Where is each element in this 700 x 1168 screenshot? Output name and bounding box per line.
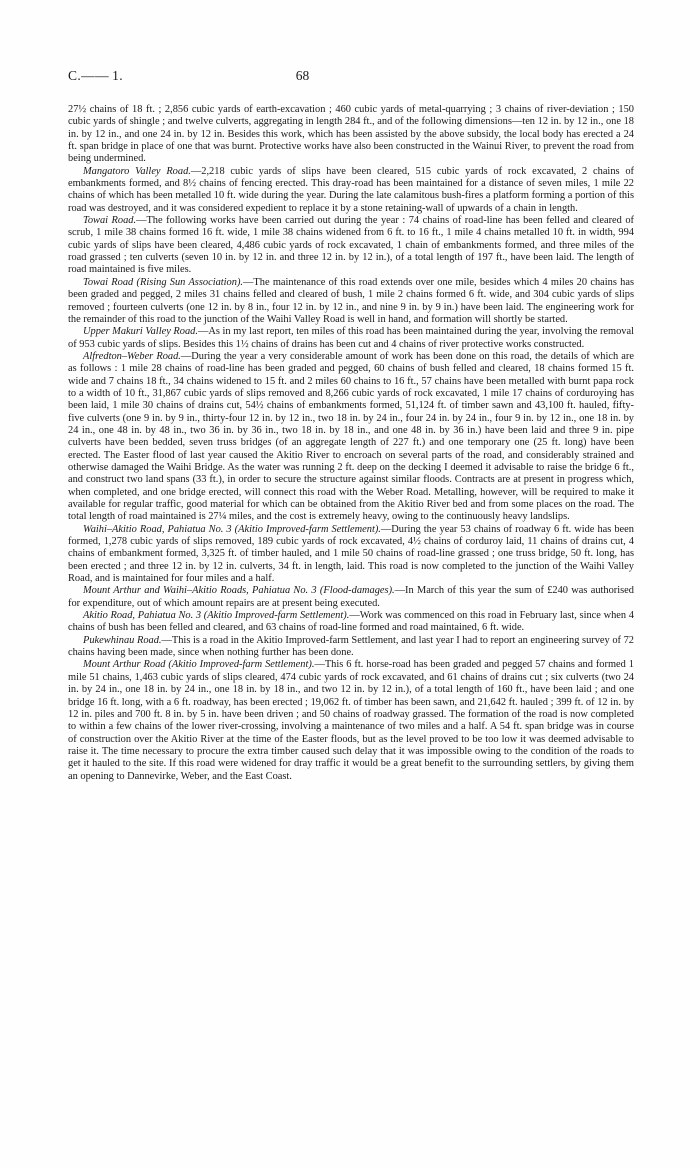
document-body	[68, 104, 634, 783]
paragraph-text: —Work was commenced on this road in February last, since when 4 chains of bush has been felled and cleared, and 63 chains of road-line formed and road maintained, 6 ft. wide.	[68, 610, 634, 634]
paragraph-akitio-road	[68, 610, 634, 635]
paragraph-title: Mangatoro Valley Road.	[83, 165, 191, 177]
paragraph-title: Towai Road.	[83, 215, 137, 227]
paragraph-alfredton-weber-road	[68, 351, 634, 524]
paragraph-text: —The following works have been carried out during the year : 74 chains of road-line has been felled and cleared of scrub, 1 mile 38 chains formed 16 ft. wide, 1 mile 38 chains widened from 6 ft. to 16 ft., 1 mile 4 chains metalled 10 ft. in width, 994 cubic yards of slips have been cleared, 4,486 cubic yards of rock excavated, 1 chain of embankments formed, and three miles of the road grassed ; ten culverts (seven 10 in. by 12 in. and three 12 in. by 12 in.), of a total length of 197 ft., have been laid. The length of road maintained is five miles.	[68, 215, 634, 276]
paragraph-waihi-akitio-road	[68, 524, 634, 586]
paragraph-text: —This is a road in the Akitio Improved-farm Settlement, and last year I had to report an engineering survey of 72 chains having been made, since when nothing further has been done.	[68, 634, 634, 659]
paragraph-mount-arthur-waihi-akitio-roads	[68, 585, 634, 610]
paragraph-wainui-continued	[68, 104, 634, 166]
paragraph-towai-road-rising-sun	[68, 277, 634, 326]
paragraph-text: —This 6 ft. horse-road has been graded and pegged 57 chains and formed 1 mile 51 chains, 1,463 cubic yards of slips cleared, 474 cubic yards of rock excavated, and 61 chains of drains cut ; six culverts (two 24 in. by 24 in., one 18 in. by 24 in., one 18 in. by 18 in., and two 12 in. by 12 in.), of a total length of 160 ft., have been laid ; and one bridge 16 ft. long, with a 6 ft. roadway, has been erected ; 19,062 ft. of timber has been sawn, and 21,642 ft. hauled ; 399 ft. of 12 in. by 12 in. piles and 700 ft. 8 in. by 5 in. have been driven ; and 50 chains of roadway grassed. The formation of the road is now completed to within a few chains of the lower river-crossing, involving a maintenance of two miles and a half. A 54 ft. span bridge was in course of construction over the Akitio River at the time of the Easter floods, but as the level proved to be too low it was deemed advisable to raise it. The time necessary to procure the extra timber caused such delay that it was impossible owing to the condition of the roads to get it hauled to the site. If this road were widened for dray traffic it would be a great benefit to the surrounding settlers, by giving them an opening to Dannevirke, Weber, and the East Coast.	[68, 659, 634, 782]
paragraph-text: —2,218 cubic yards of slips have been cleared, 515 cubic yards of rock excavated, 2 chains of embankments formed, and 8½ chains of fencing erected. This dray-road has been maintained for a distance of seven miles, 1 mile 22 chains of which has been metalled 10 ft. wide during the year. During the late calamitous bush-fires a platform forming a portion of this road was destroyed, and it was considered expedient to replace it by a stone retaining-wall of upwards of a chain in length.	[68, 165, 634, 214]
paragraph-mount-arthur-road	[68, 659, 634, 782]
paragraph-title: Pukewhinau Road.	[83, 634, 162, 646]
paragraph-title: Mount Arthur Road (Akitio Improved-farm Settlement).	[83, 659, 315, 671]
paragraph-upper-makuri-valley-road	[68, 326, 634, 351]
page-number: 68	[295, 68, 310, 83]
page-header	[68, 68, 632, 84]
paragraph-pukewhinau-road	[68, 635, 634, 660]
paragraph-text: —During the year a very considerable amount of work has been done on this road, the details of which are as follows : 1 mile 28 chains of road-line has been graded and pegged, 60 chains of bush felled and cleared, 18 chains formed 15 ft. wide and 7 chains 18 ft., 34 chains widened to 15 ft. and 2 miles 60 chains to 16 ft., 57 chains have been metalled with burnt papa rock to a width of 10 ft., 31,867 cubic yards of slips removed and 8,266 cubic yards of rock excavated, 1 mile 17 chains of corduroying has been laid, 1 mile 30 chains of drains cut, 54½ chains of embankments formed, 51,124 ft. of timber sawn and 43,100 ft. hauled, fifty-five culverts (one 9 in. by 9 in., thirty-four 12 in. by 12 in., two 18 in. by 24 in., four 24 in. by 24 in., four 9 in. by 12 in., one 18 in. by 24 in., one 48 in. by 48 in., two 36 in. by 36 in., two 18 in. by 18 in., and one 48 in. by 36 in.) have been laid and three 9 in. pipe culverts have been bedded, seven truss bridges (of an aggregate length of 227 ft.) and one temporary one (25 ft. long) have been erected. The Easter flood of last year caused the Akitio River to encroach on several parts of the road, and considerably strained and otherwise damaged the Waihi Bridge. As the water was running 2 ft. deep on the decking I deemed it advisable to raise the bridge 6 ft., and construct two land spans (33 ft.), in order to secure the structure against similar floods. Contracts are at present in progress which, when completed, and one bridge erected, will connect this road with the Weber Road. Metalling, however, will be required to make it available for regular traffic, good material for which can be obtained from the Akitio River bed and from some places on the road. The total length of road maintained is 27¼ miles, and the cost is extremely heavy, owing to the continuously heavy landslips.	[68, 350, 634, 523]
paragraph-towai-road	[68, 215, 634, 277]
paragraph-text: 27½ chains of 18 ft. ; 2,856 cubic yards of earth-excavation ; 460 cubic yards of metal-quarrying ; 3 chains of river-deviation ; 150 cubic yards of shingle ; and twelve culverts, aggregating in length 284 ft., and of the following dimensions—ten 12 in. by 12 in., one 18 in. by 12 in., and one 24 in. by 12 in. Besides this work, which has been assisted by the above subsidy, the local body has erected a 24 ft. span bridge in place of one that was burnt. Protective works have also been constructed in the Wainui River, to prevent the road from being undermined.	[68, 104, 634, 165]
paragraph-title: Upper Makuri Valley Road.	[83, 326, 198, 338]
paragraph-title: Alfredton–Weber Road.	[83, 350, 181, 362]
paragraph-title: Towai Road (Rising Sun Association).	[83, 276, 244, 288]
paragraph-text: —The maintenance of this road extends over one mile, besides which 4 miles 20 chains has been graded and pegged, 2 miles 31 chains felled and cleared of bush, 1 mile 2 chains formed 6 ft. wide, and 304 cubic yards of slips removed ; fourteen culverts (one 12 in. by 8 in., four 12 in. by 12 in., and nine 9 in. by 9 in.) have been laid. The engineering work for the remainder of this road to the junction of the Waihi Valley Road is well in hand, and formation will shortly be started.	[68, 276, 634, 325]
paragraph-text: —During the year 53 chains of roadway 6 ft. wide has been formed, 1,278 cubic yards of slips removed, 189 cubic yards of rock excavated, 4½ chains of corduroy laid, 11 chains of drains cut, 4 chains of embankment formed, 3,325 ft. of timber hauled, and 1 mile 50 chains of road-line grassed ; one truss bridge, 50 ft. long, has been erected ; and three 12 in. by 12 in. culverts, 34 ft. in length, laid. This road is now completed to the junction of the Waihi Valley Road, and is maintained for four miles and a half.	[68, 523, 634, 585]
paragraph-text: —In March of this year the sum of £240 was authorised for expenditure, out of which amount repairs are at present being executed.	[68, 585, 634, 609]
paragraph-title: Waihi–Akitio Road, Pahiatua No. 3 (Akitio Improved-farm Settlement).	[83, 523, 381, 535]
paragraph-mangatoro-valley-road	[68, 166, 634, 215]
paragraph-title: Akitio Road, Pahiatua No. 3 (Akitio Improved-farm Settlement).	[83, 610, 350, 622]
paragraph-text: —As in my last report, ten miles of this road has been maintained during the year, involving the removal of 953 cubic yards of slips. Besides this 1½ chains of drains has been cut and 4 chains of river protective works constructed.	[68, 326, 634, 350]
paragraph-title: Mount Arthur and Waihi–Akitio Roads, Pahiatua No. 3 (Flood-damages).	[83, 585, 395, 597]
document-reference-code: C.—— 1.	[68, 68, 124, 83]
